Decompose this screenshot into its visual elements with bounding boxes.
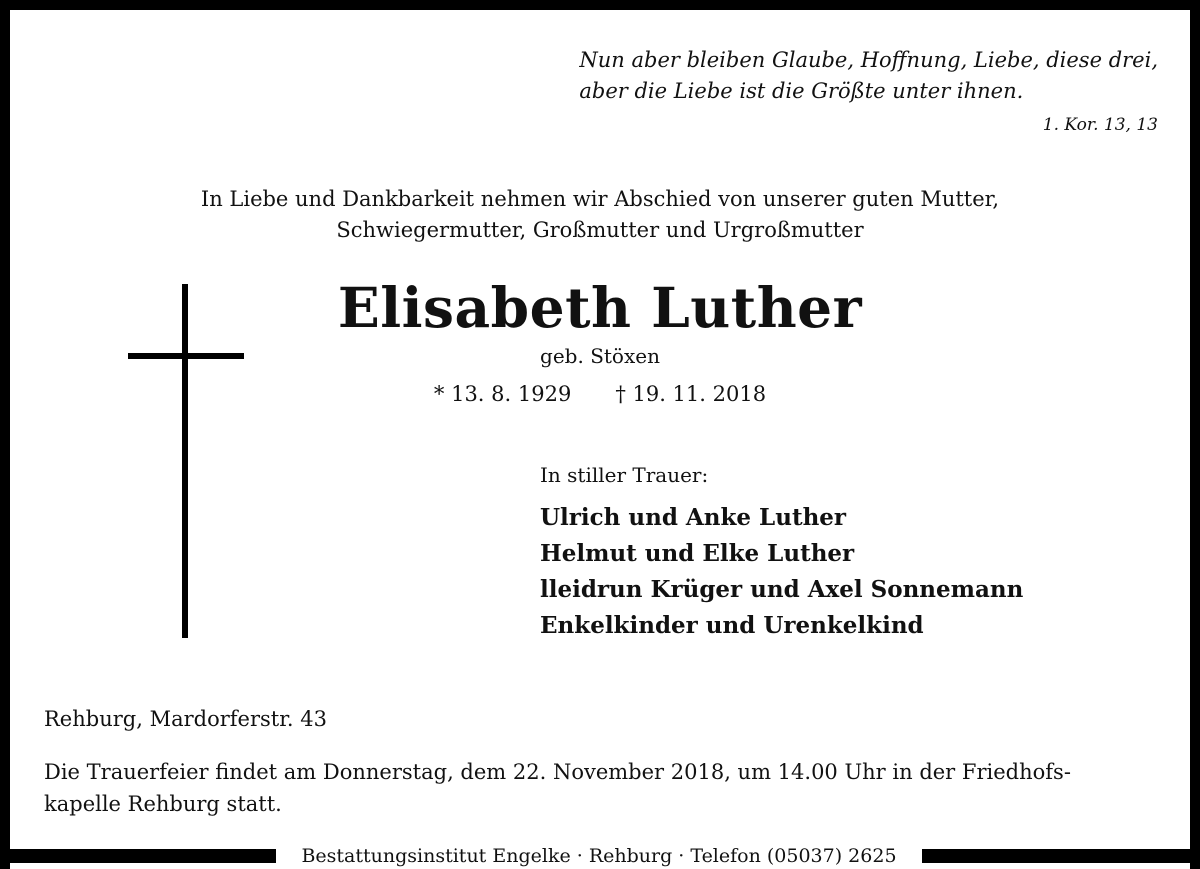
funeral-service-notice bbox=[44, 756, 1071, 820]
quote-line: Nun aber bleiben Glaube, Hoffnung, Liebe, diese drei, bbox=[579, 48, 1158, 72]
bottom-rule-right bbox=[922, 849, 1190, 863]
birth-date: * 13. 8. 1929 bbox=[433, 382, 572, 406]
mourners-heading: In stiller Trauer: bbox=[540, 463, 709, 487]
deceased-name: Elisabeth Luther bbox=[337, 275, 863, 340]
mourner-name: Helmut und Elke Luther bbox=[540, 540, 855, 567]
quote-reference: 1. Kor. 13, 13 bbox=[1042, 115, 1158, 135]
death-date: † 19. 11. 2018 bbox=[615, 382, 767, 406]
quote-line: aber die Liebe ist die Größte unter ihnen. bbox=[579, 79, 1024, 103]
intro-line: In Liebe und Dankbarkeit nehmen wir Abschied von unserer guten Mutter, bbox=[200, 187, 1000, 211]
service-line: kapelle Rehburg statt. bbox=[44, 792, 282, 816]
mourner-name: Ulrich und Anke Luther bbox=[540, 504, 847, 531]
mourners-list bbox=[540, 500, 1023, 644]
bible-quote bbox=[579, 45, 1158, 107]
intro-text bbox=[0, 184, 1200, 246]
family-address: Rehburg, Mardorferstr. 43 bbox=[44, 707, 328, 731]
service-line: Die Trauerfeier findet am Donnerstag, dem 22. November 2018, um 14.00 Uhr in der Friedhofs- bbox=[44, 760, 1071, 784]
intro-line: Schwiegermutter, Großmutter und Urgroßmutter bbox=[336, 218, 864, 242]
life-dates bbox=[0, 379, 1200, 409]
maiden-name: geb. Stöxen bbox=[540, 344, 660, 368]
funeral-home-footer: Bestattungsinstitut Engelke · Rehburg · Telefon (05037) 2625 bbox=[301, 845, 897, 867]
mourner-name: Enkelkinder und Urenkelkind bbox=[540, 612, 924, 639]
bottom-rule-left bbox=[10, 849, 276, 863]
mourner-name: lleidrun Krüger und Axel Sonnemann bbox=[540, 576, 1024, 603]
